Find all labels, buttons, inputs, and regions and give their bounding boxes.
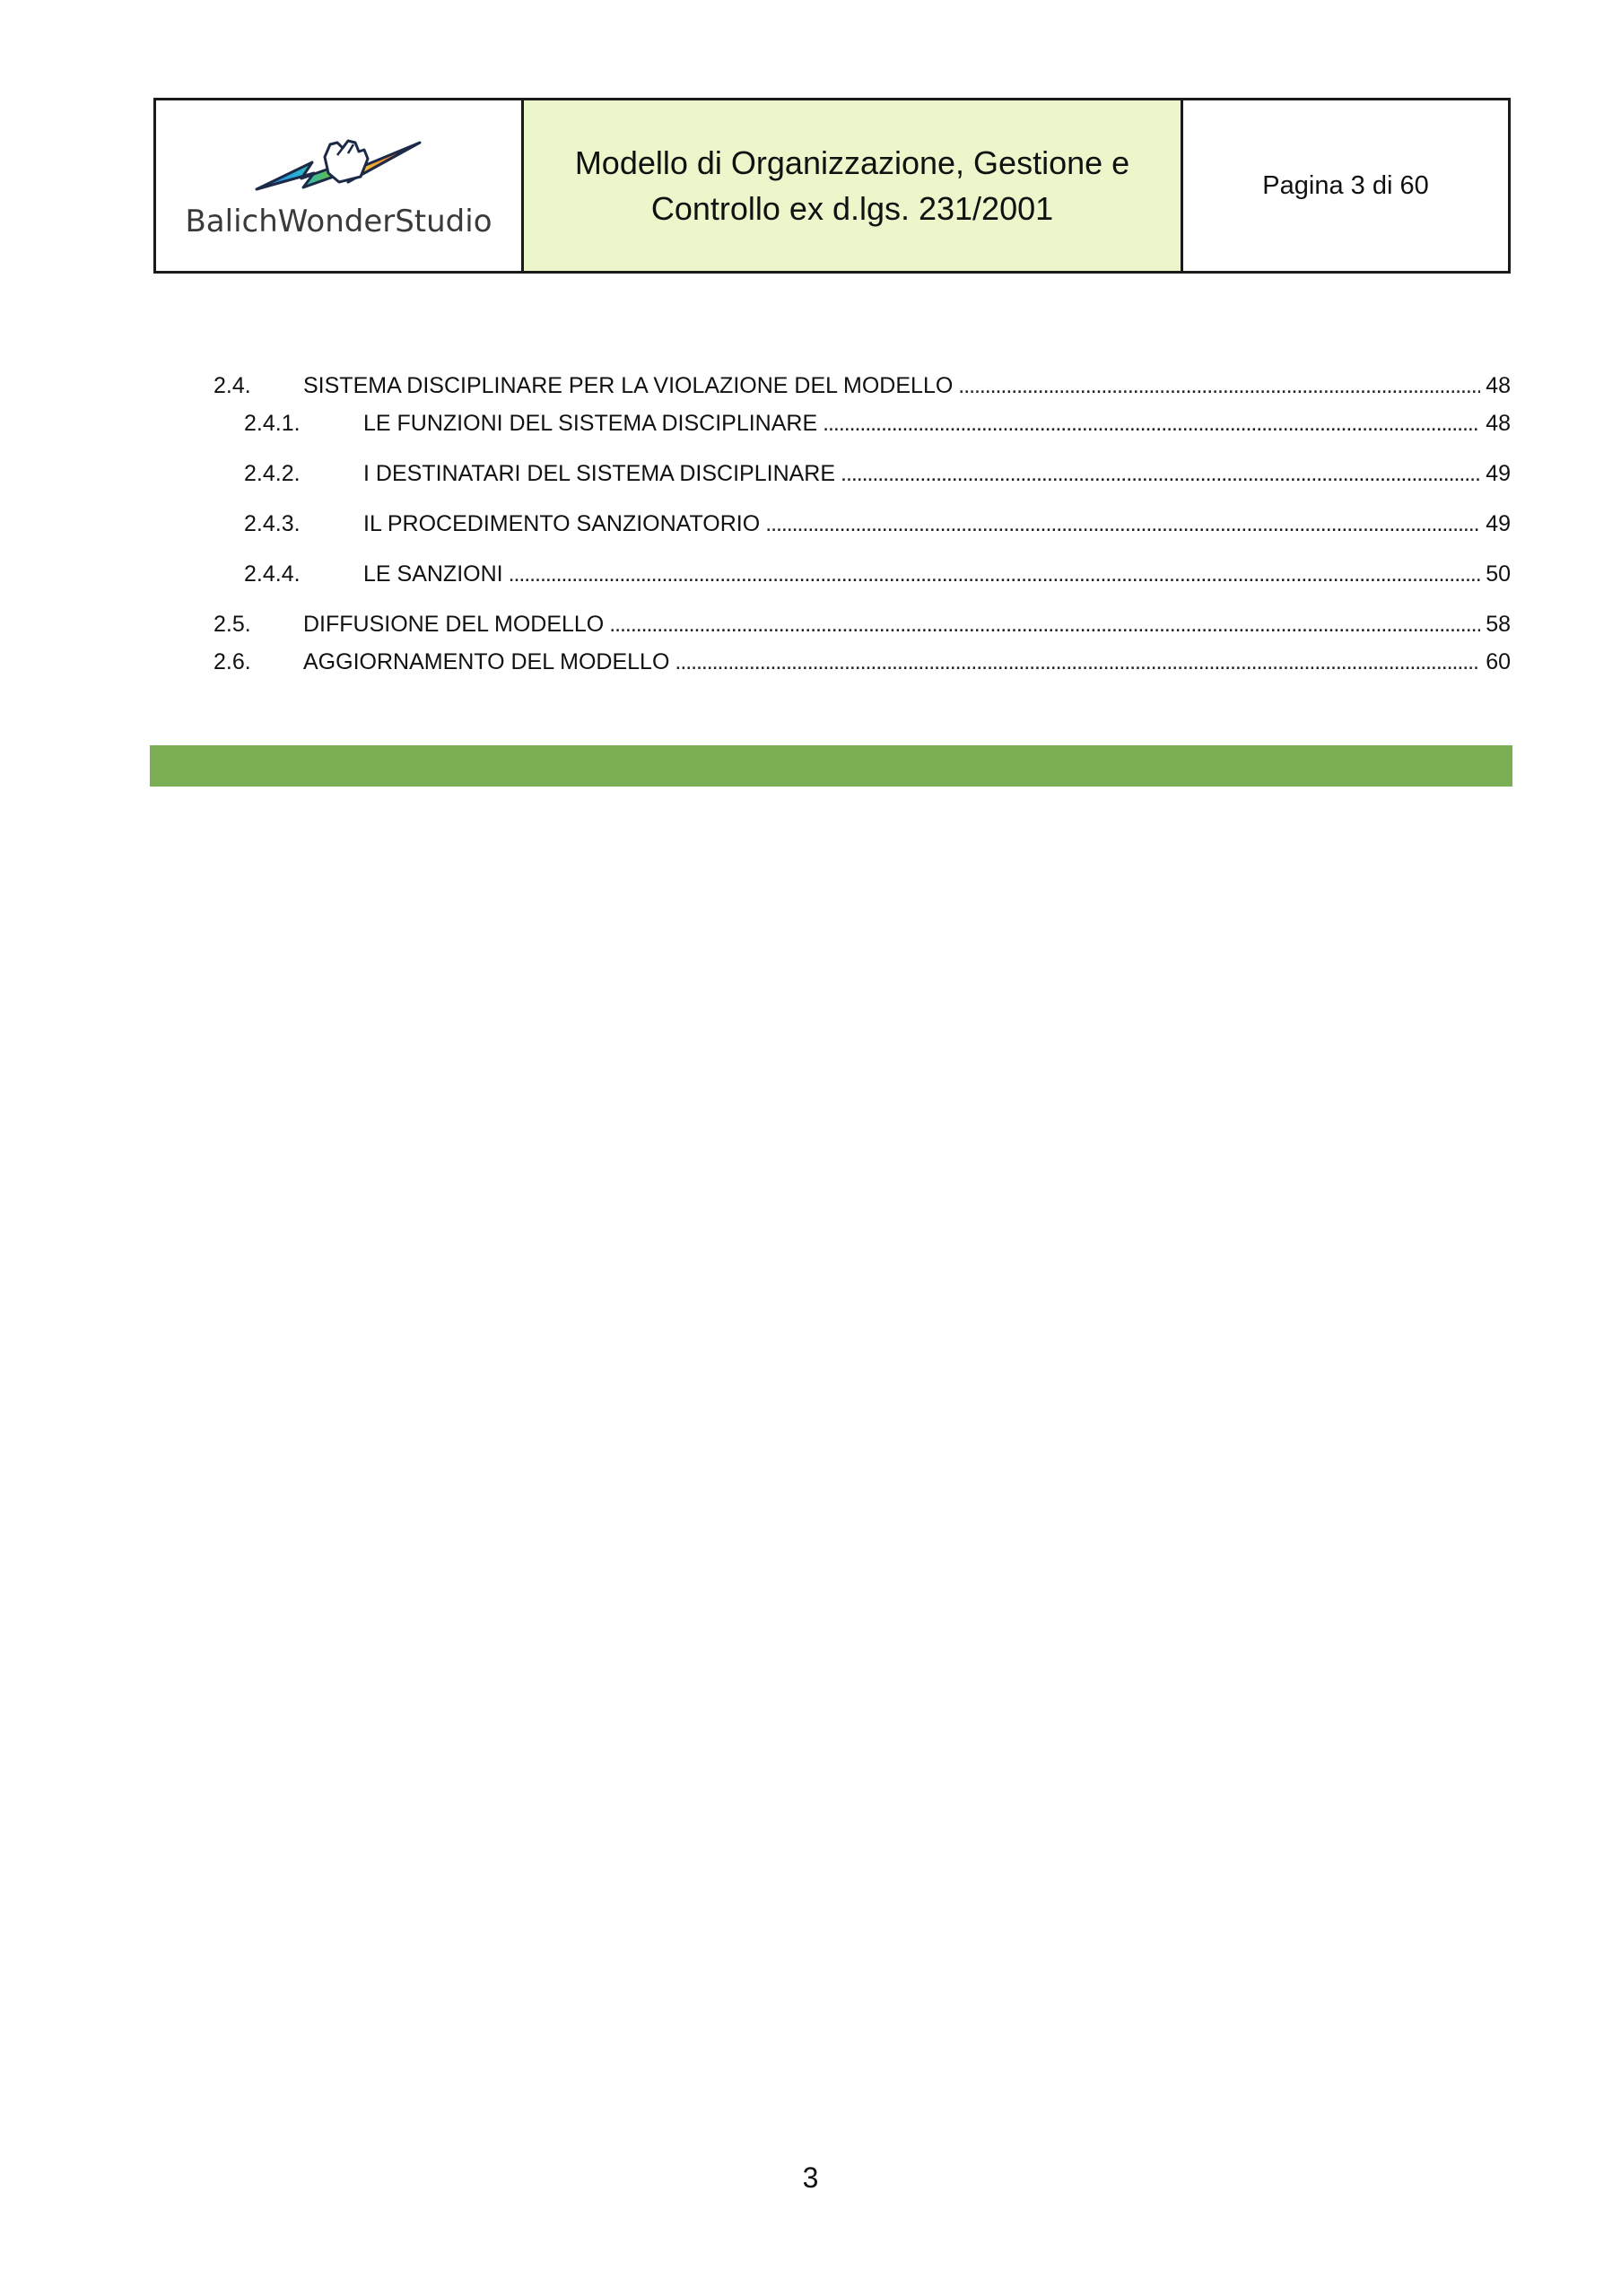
- toc-number: 2.4.4.: [244, 561, 301, 587]
- toc-page: 48: [1486, 411, 1511, 436]
- toc-page: 50: [1486, 561, 1511, 587]
- section-divider-band: [150, 745, 1512, 787]
- logo-cell: [156, 100, 524, 271]
- toc-number: 2.5.: [214, 612, 251, 637]
- toc-title: I DESTINATARI DEL SISTEMA DISCIPLINARE: [363, 461, 836, 486]
- toc-entry[interactable]: [214, 561, 1511, 612]
- toc-entry[interactable]: [214, 511, 1511, 561]
- toc-leader: [958, 373, 1480, 399]
- toc-number: 2.4.3.: [244, 511, 301, 536]
- toc-page: 48: [1486, 373, 1511, 398]
- toc-title: LE FUNZIONI DEL SISTEMA DISCIPLINARE: [363, 411, 818, 436]
- page-indicator-cell: [1183, 100, 1508, 271]
- table-of-contents: [214, 373, 1511, 687]
- toc-page: 49: [1486, 461, 1511, 486]
- lightning-hand-logo-icon: [249, 132, 429, 200]
- toc-page: 58: [1486, 612, 1511, 637]
- toc-leader: [675, 649, 1480, 675]
- company-name: BalichWonderStudio: [185, 204, 492, 239]
- toc-entry[interactable]: [214, 649, 1511, 687]
- toc-title: LE SANZIONI: [363, 561, 503, 587]
- toc-title: IL PROCEDIMENTO SANZIONATORIO: [363, 511, 761, 536]
- toc-number: 2.6.: [214, 649, 251, 674]
- document-title: Modello di Organizzazione, Gestione e Controllo ex d.lgs. 231/2001: [574, 144, 1130, 227]
- toc-leader: [509, 561, 1481, 587]
- toc-title: AGGIORNAMENTO DEL MODELLO: [303, 649, 670, 674]
- toc-leader: [765, 511, 1480, 537]
- document-title-cell: [524, 100, 1183, 271]
- toc-leader: [841, 461, 1480, 487]
- toc-number: 2.4.1.: [244, 411, 301, 436]
- toc-number: 2.4.: [214, 373, 251, 398]
- toc-title: SISTEMA DISCIPLINARE PER LA VIOLAZIONE DEL MODELLO: [303, 373, 954, 398]
- toc-title: DIFFUSIONE DEL MODELLO: [303, 612, 605, 637]
- footer-page-number: 3: [802, 2161, 819, 2194]
- toc-page: 49: [1486, 511, 1511, 536]
- toc-entry[interactable]: [214, 411, 1511, 461]
- document-header: [153, 98, 1511, 274]
- toc-entry[interactable]: [214, 373, 1511, 411]
- toc-entry[interactable]: [214, 612, 1511, 649]
- toc-entry[interactable]: [214, 461, 1511, 511]
- page-indicator: Pagina 3 di 60: [1262, 170, 1429, 200]
- toc-number: 2.4.2.: [244, 461, 301, 486]
- toc-leader: [823, 411, 1480, 437]
- toc-page: 60: [1486, 649, 1511, 674]
- toc-leader: [609, 612, 1480, 638]
